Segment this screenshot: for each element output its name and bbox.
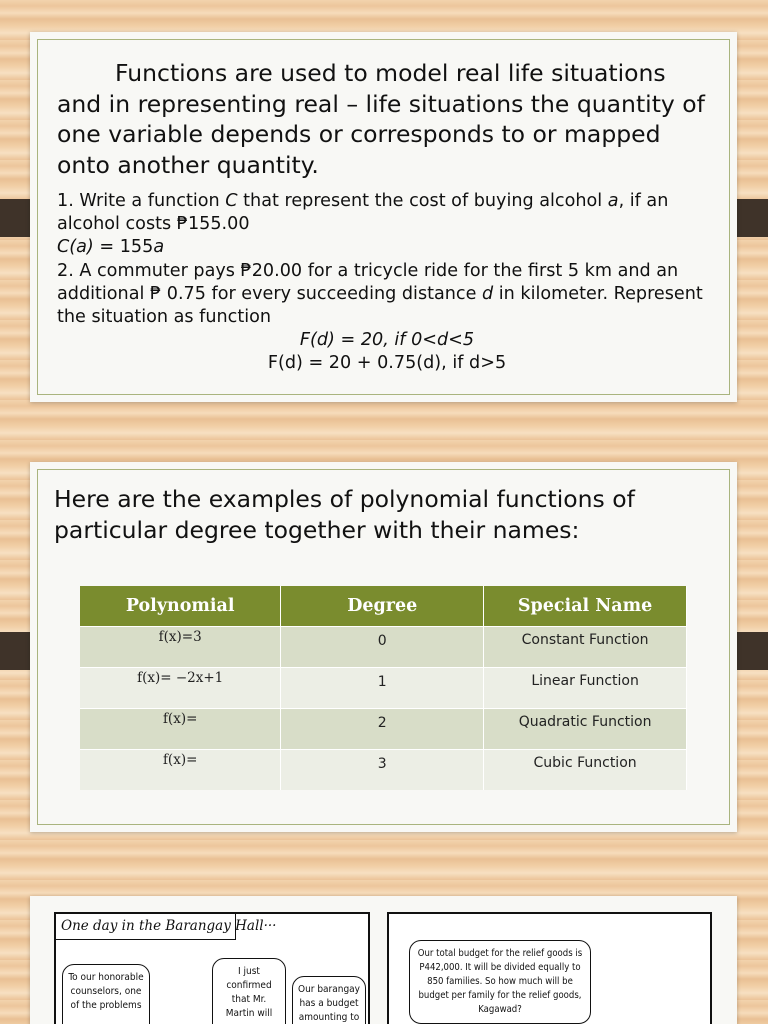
slide-polynomial-examples <box>30 462 737 832</box>
question-1: 1. Write a function C that represent the cost of buying alcohol a, if an alcohol costs ₱155.00 <box>57 191 669 235</box>
intro-paragraph: Here are the examples of polynomial functions of particular degree together with their names: <box>54 485 635 544</box>
cell-polynomial: f(x)= <box>80 708 281 749</box>
intro-paragraph: Functions are used to model real life situations and in representing real – life situations the quantity of one variable depends or corresponds to or mapped onto another quantity. <box>57 59 705 179</box>
cell-special-name: Constant Function <box>484 626 687 667</box>
table-row <box>80 626 687 667</box>
table-row <box>80 749 687 790</box>
cell-degree: 2 <box>281 708 484 749</box>
cell-special-name: Linear Function <box>484 667 687 708</box>
polynomial-table <box>80 586 687 790</box>
header-special-name: Special Name <box>484 586 687 626</box>
examples-body <box>57 190 717 376</box>
comic-panel-left <box>54 912 370 1024</box>
slide-comic-strip <box>30 896 737 1024</box>
header-polynomial: Polynomial <box>80 586 281 626</box>
speech-bubble: Our total budget for the relief goods is P442,000. It will be divided equally to 850 families. So how much will be budget per family for the relief goods, Kagawad? <box>409 940 591 1024</box>
speech-bubble: I just confirmed that Mr. Martin will <box>212 958 286 1024</box>
cell-degree: 3 <box>281 749 484 790</box>
header-degree: Degree <box>281 586 484 626</box>
table-row <box>80 708 687 749</box>
equation-2: F(d) = 20 + 0.75(d), if d>5 <box>267 353 507 374</box>
cell-degree: 1 <box>281 667 484 708</box>
cell-polynomial: f(x)=3 <box>80 626 281 667</box>
equation-1: F(d) = 20, if 0<d<5 <box>299 330 475 351</box>
cell-degree: 0 <box>281 626 484 667</box>
slide-functions-intro <box>30 32 737 402</box>
speech-bubble: To our honorable counselors, one of the problems <box>62 964 150 1024</box>
table-row <box>80 667 687 708</box>
comic-caption: One day in the Barangay Hall··· <box>56 914 236 940</box>
cell-polynomial: f(x)= −2x+1 <box>80 667 281 708</box>
cell-special-name: Cubic Function <box>484 749 687 790</box>
speech-bubble: Our barangay has a budget amounting to <box>292 976 366 1024</box>
cell-polynomial: f(x)= <box>80 749 281 790</box>
comic-panel-right <box>387 912 712 1024</box>
answer-1: C(a) = 155a <box>57 237 165 258</box>
table-header-row <box>80 586 687 626</box>
question-2: 2. A commuter pays ₱20.00 for a tricycle ride for the first 5 km and an additional ₱ 0.75 for every succeeding distance d in kilometer. Represent the situation as function <box>57 260 703 328</box>
cell-special-name: Quadratic Function <box>484 708 687 749</box>
